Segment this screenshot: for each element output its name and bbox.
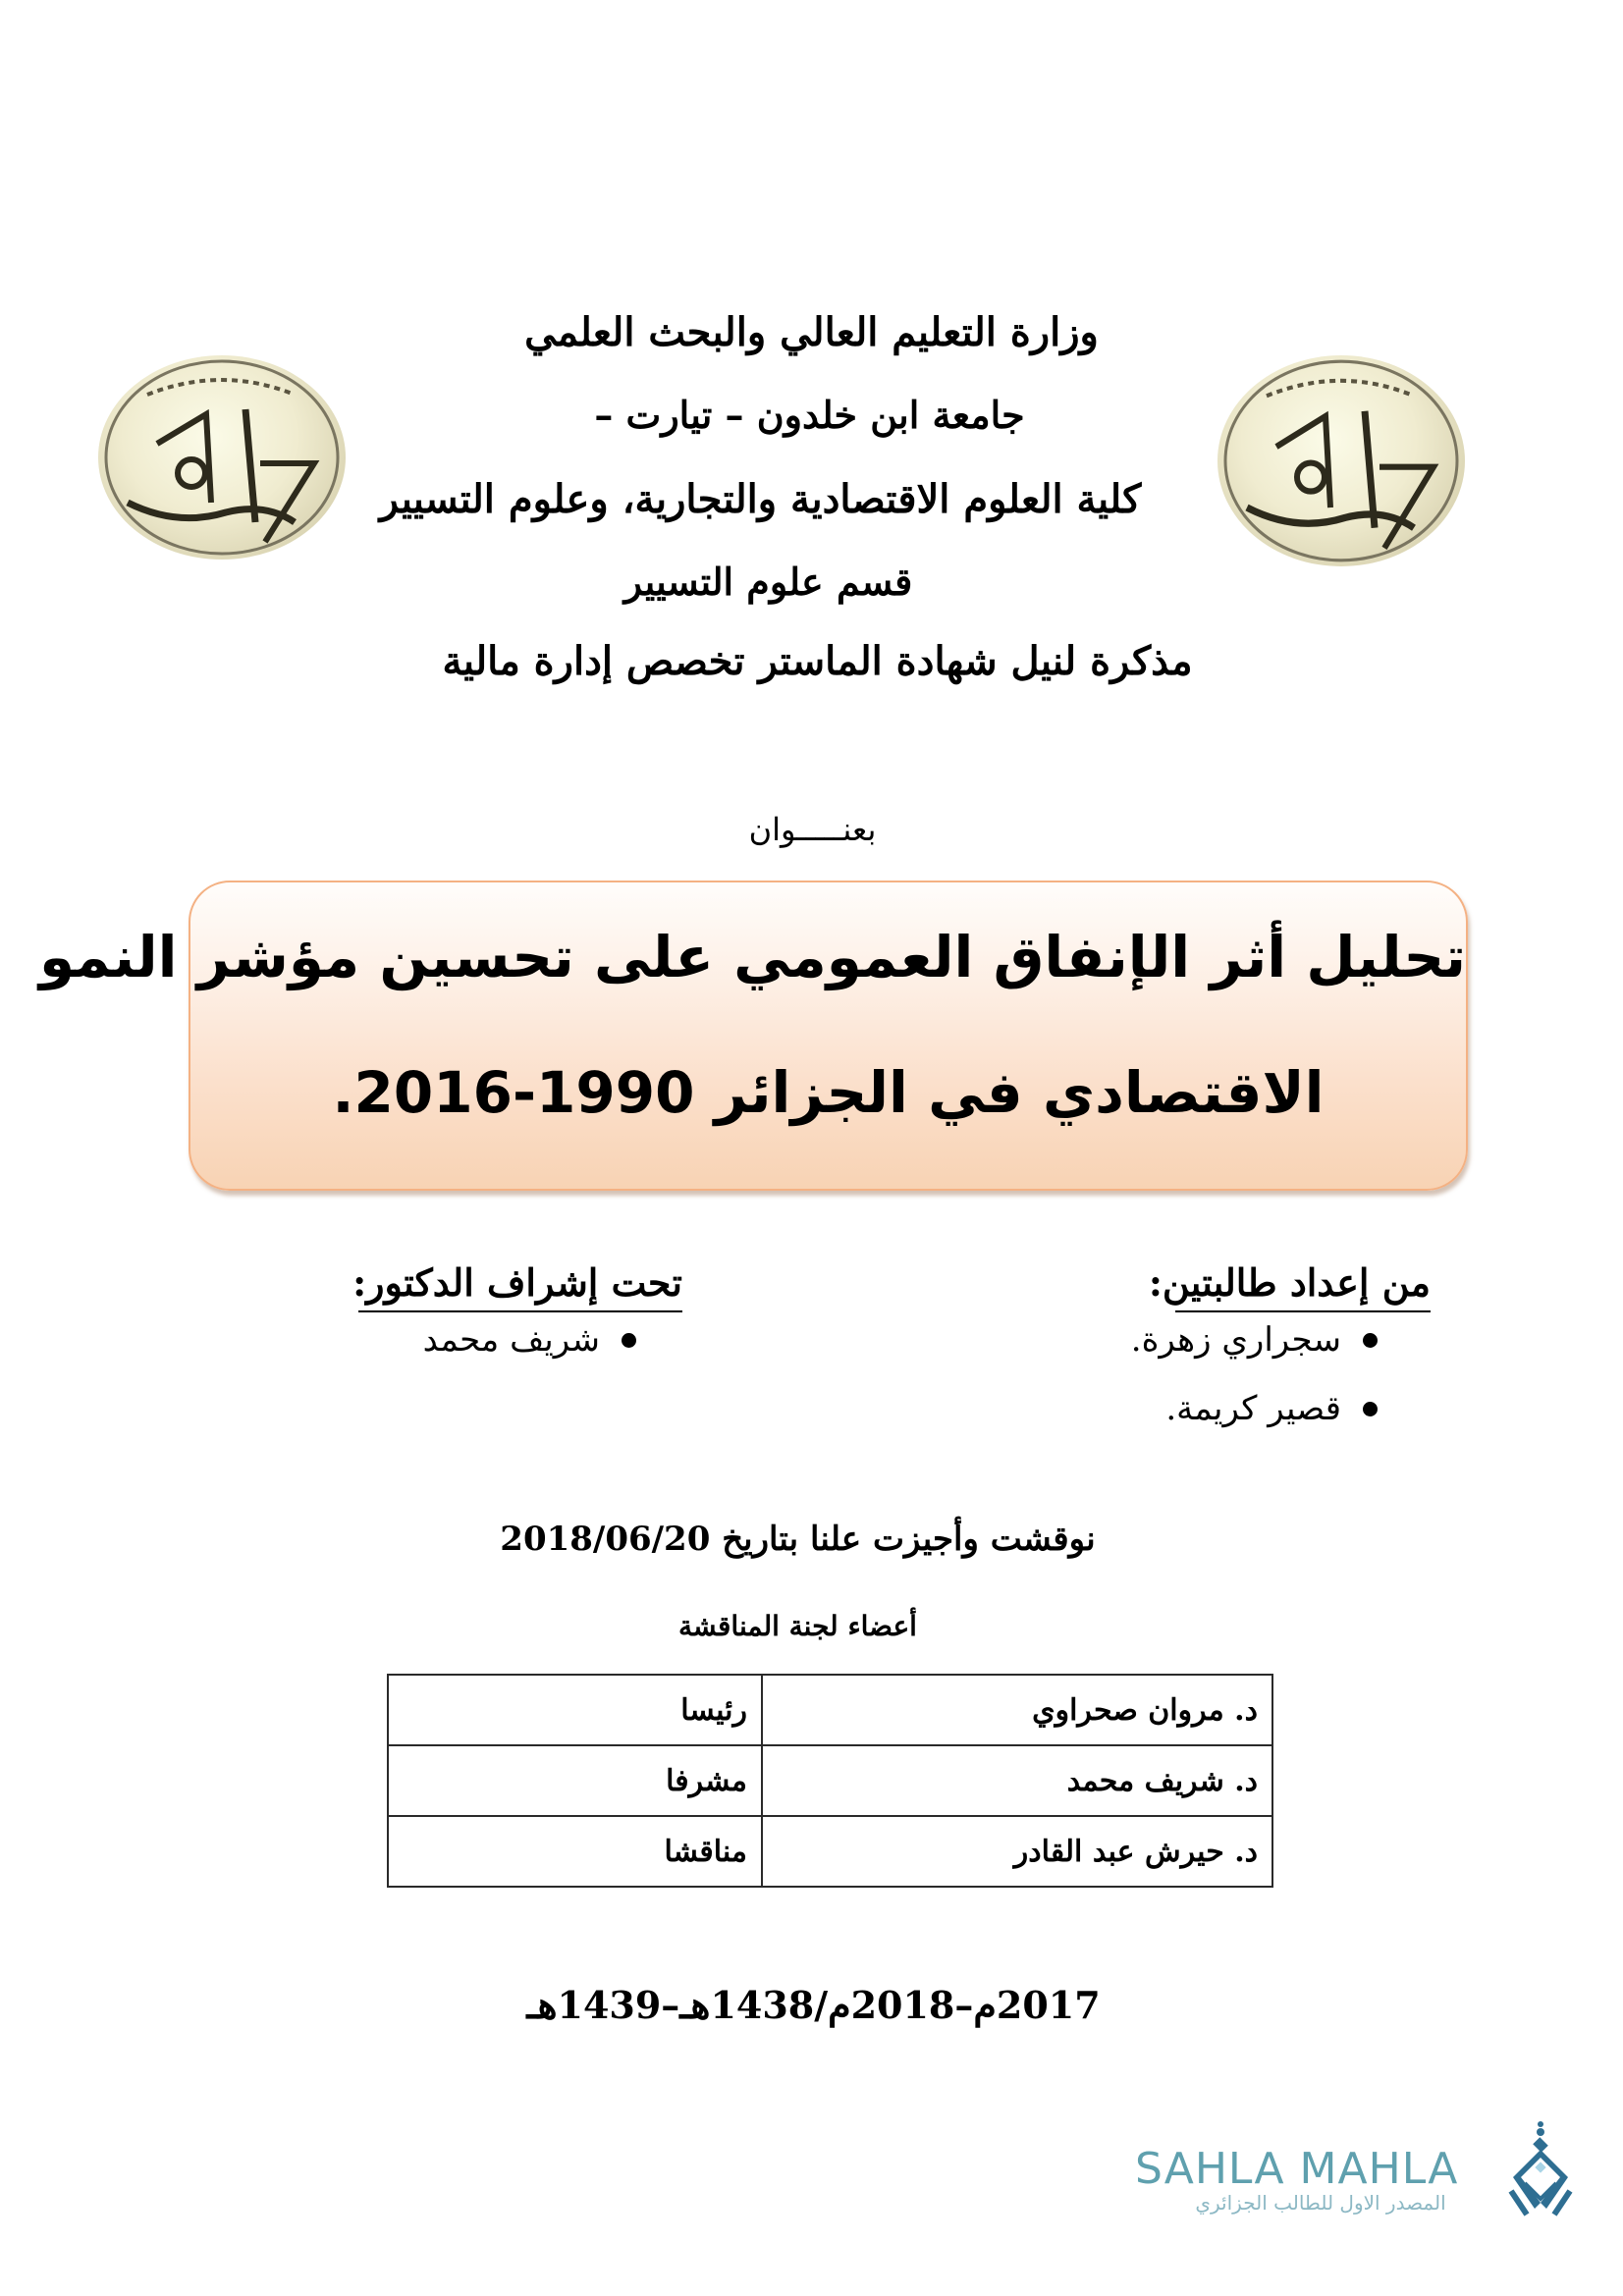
watermark-tagline: المصدر الاول للطالب الجزائري bbox=[1195, 2191, 1446, 2215]
supervisor-name: شريف محمد bbox=[422, 1320, 600, 1360]
calligraphy-seal-icon bbox=[1217, 355, 1465, 566]
student-name: قصير كريمة. bbox=[1165, 1389, 1341, 1428]
bullet-icon bbox=[1363, 1402, 1378, 1416]
committee-member-name: د. شريف محمد bbox=[762, 1745, 1272, 1816]
table-row bbox=[388, 1745, 1272, 1816]
calligraphy-seal-icon bbox=[98, 355, 346, 560]
academic-year: 2017م–2018م/1438هـ–1439هـ bbox=[526, 1983, 1101, 2027]
supervisor-heading: تحت إشراف الدكتور: bbox=[352, 1260, 682, 1305]
committee-member-name: د. مروان صحراوي bbox=[762, 1675, 1272, 1745]
bullet-icon bbox=[622, 1333, 636, 1348]
defense-date: نوقشت وأجيزت علنا بتاريخ 2018/06/20 bbox=[500, 1520, 1096, 1559]
bullet-icon bbox=[1363, 1333, 1378, 1348]
faculty-name: كلية العلوم الاقتصادية والتجارية، وعلوم التسيير bbox=[379, 476, 1142, 522]
memoir-description: مذكرة لنيل شهادة الماستر تخصص إدارة مالية bbox=[442, 638, 1193, 684]
thesis-title-box bbox=[38, 881, 1468, 1191]
thesis-title-line-1: تحليل أثر الإنفاق العمومي على تحسين مؤشر النمو bbox=[38, 924, 1466, 990]
students-heading: من إعداد طالبتين: bbox=[1148, 1260, 1431, 1305]
ministry-name: وزارة التعليم العالي والبحث العلمي bbox=[524, 309, 1099, 355]
committee-member-name: د. حيرش عبد القادر bbox=[762, 1816, 1272, 1887]
thesis-title-line-2: الاقتصادي في الجزائر 1990-2016. bbox=[332, 1059, 1325, 1126]
supervisor-heading-underline bbox=[358, 1310, 682, 1312]
committee-member-role: مشرفا bbox=[388, 1745, 762, 1816]
university-name: جامعة ابن خلدون – تيارت – bbox=[594, 393, 1025, 437]
committee-member-role: رئيسا bbox=[388, 1675, 762, 1745]
students-heading-underline bbox=[1175, 1310, 1431, 1312]
committee-label: أعضاء لجنة المناقشة bbox=[678, 1610, 917, 1642]
committee-member-role: مناقشا bbox=[388, 1816, 762, 1887]
watermark-brand: SAHLA MAHLA bbox=[1135, 2144, 1459, 2194]
student-name: سجراري زهرة. bbox=[1130, 1320, 1341, 1360]
table-row bbox=[388, 1816, 1272, 1887]
committee-table bbox=[387, 1674, 1273, 1888]
left-university-seal bbox=[98, 355, 346, 560]
student-item bbox=[1131, 1320, 1378, 1360]
table-row bbox=[388, 1675, 1272, 1745]
department-name: قسم علوم التسيير bbox=[623, 560, 913, 604]
supervisor-item bbox=[423, 1320, 636, 1360]
student-item bbox=[1165, 1389, 1378, 1428]
sahla-mahla-logo-icon bbox=[1507, 2120, 1574, 2218]
title-label: بعنـــــوان bbox=[748, 811, 877, 848]
right-university-seal bbox=[1217, 355, 1465, 566]
